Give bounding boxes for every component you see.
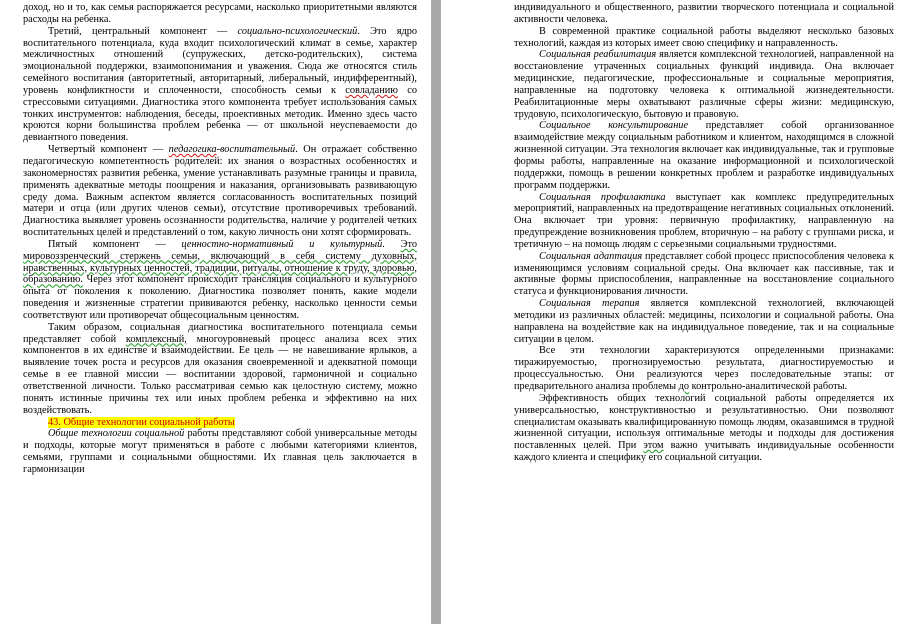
- text-run: комплексный,: [125, 333, 187, 345]
- text-run: до: [678, 381, 690, 392]
- text-run: Социальное консультирование: [539, 120, 689, 132]
- paragraph: [514, 49, 894, 120]
- paragraph: [514, 2, 894, 26]
- text-run: Таким образом, социальная диагностика воспитательного потенциала семьи представляет собой: [23, 321, 417, 345]
- paragraph: [514, 120, 894, 191]
- right-page: [441, 0, 909, 624]
- paragraph: [23, 428, 417, 475]
- section-heading: [23, 417, 417, 429]
- text-run: Социальная терапия: [539, 298, 640, 310]
- page-divider: [431, 0, 441, 624]
- text-run: В современной практике социальной работы выделяют несколько базовых технологий, каждая из которых имеет свою специфику и направленность.: [514, 25, 894, 49]
- text-run: педагогика: [168, 144, 217, 156]
- paragraph: [23, 144, 417, 239]
- text-run: Третий, центральный компонент —: [48, 25, 238, 37]
- text-run: . Это ядро воспитательного потенциала, куда входит психологический климат в семье, характер межличностных отношений (супружеских, детско-родительских), система эмоциональной поддержки, взаимопонимания и уважения. Сюда же относятся стиль семейного воспитания (авторитетный, авторитарный, либеральный, индифферентный), уровень конфликтности и сплоченности, способность семьи к: [23, 25, 417, 96]
- paragraph: [514, 251, 894, 298]
- text-run: Социальная профилактика: [539, 191, 666, 203]
- text-run: индивидуального и общественного, развитии творческого потенциала и социальной активности человека.: [514, 2, 894, 25]
- text-run: Социальная адаптация: [539, 250, 643, 262]
- text-run: . Он отражает собственно педагогическую компетентность родителей: их знания о возрастных особенностях и закономерностях развития ребенка, умение устанавливать разумные границы и правила, применять адекватные методы поощрения и наказания, организовывать развивающую среду дома. Важным аспектом является согласованность воспитательных позиций матери и отца (или других членов семьи), отсутствие противоречивых требований. Диагностика выявляет уровень осознанности родительства, наличие у родителей четких воспитательных целей и представлений о том, какую личность они хотят сформировать.: [23, 144, 417, 239]
- left-page: [0, 0, 431, 624]
- text-run: представляет собой процесс приспособления человека к изменяющимся условиям социальной среды. Она включает как пассивные, так и активные формы приспособления, направленные на восстановление социального статуса и функционирования личности.: [514, 250, 894, 298]
- text-run: является комплексной технологией, включающей методики из различных областей: медицины, психологии и социальной работы. Она направлена на воздействие как на индивидуальное поведение, так и на социальные ситуации в целом.: [514, 298, 894, 345]
- text-run: важно учитывать индивидуальные особенности каждого клиента и специфику его социальной ситуации.: [514, 440, 894, 464]
- text-run: выступает как комплекс предупредительных мероприятий, направленных на предотвращение негативных социальных отклонений. Она включает три уровня: первичную профилактику, направленную на предупреждение возникновения проблем, вторичную – на работу с группами риска, и третичную – на помощь людям с серьезными социальными трудностями.: [514, 191, 894, 250]
- text-run: контрольно-аналитической работы.: [689, 381, 848, 392]
- text-run: Это мировоззренческий стержень семьи, включающий в себя систему духовных, нравственных, культурных ценностей, традиции, ритуалы, отношение к труду, здоровью, образованию.: [23, 238, 417, 286]
- text-run: со стрессовыми ситуациями. Диагностика этого компонента требует использования самых тонких инструментов: наблюдения, беседы, проективных методик. Именно здесь часто кроются корни большинства проблем ребенка — от школьной неуспеваемости до девиантного поведения.: [23, 84, 417, 144]
- text-run: ценностно-нормативный и культурный: [181, 238, 383, 250]
- text-run: Эффективность общих технологий социальной работы определяется их универсальностью, конструктивностью и результативностью. Они позволяют специалистам оказывать квалифицированную помощь людям, оказавшимся в трудной жизненной ситуации, используя оптимальные методы и подходы для достижения поставленных целей. При: [514, 392, 894, 452]
- text-run: -воспитательный: [216, 144, 296, 156]
- text-run: Пятый компонент —: [48, 238, 182, 250]
- text-run: Все эти технологии характеризуются определенными признаками: тиражируемостью, прогнозируемостью результата, диагностируемостью и процессуальностью. Они реализуются через последовательные этапы: от предварительного анализа проблемы: [514, 345, 894, 392]
- paragraph: [23, 322, 417, 417]
- text-run: работы представляют собой универсальные методы и подходы, которые могут применяться в работе с любыми категориями клиентов, семьями, группами и социальными общностями. Их главная цель заключается в гармонизации: [23, 428, 417, 475]
- text-run: многоуровневый процесс анализа всех этих компонентов в их единстве и взаимодействии. Ее цель — не навешивание ярлыков, а выявление точек роста и ресурсов для оказания своевременной и адекватной помощи семье в ее главной миссии — воспитании здоровой, гармоничной и социально ответственной личности. Только рассматривая семью как целостную систему, можно понять истинные причины тех или иных проблем ребенка и эффективно на них воздействовать.: [23, 333, 417, 416]
- text-run: совладанию: [345, 84, 398, 96]
- text-run: этом: [643, 440, 664, 452]
- paragraph: [514, 192, 894, 251]
- paragraph: [514, 26, 894, 50]
- paragraph: [514, 345, 894, 392]
- paragraph: [514, 298, 894, 345]
- text-run: социально-психологический: [237, 25, 358, 37]
- paragraph: [23, 26, 417, 144]
- text-run: Социальная реабилитация: [539, 49, 657, 61]
- text-run: .: [382, 238, 401, 250]
- paragraph: [23, 2, 417, 26]
- text-run: Через этот компонент происходит трансляция социального и культурного опыта от поколения к поколению. Диагностика позволяет понять, какие модели поведения и жизненные стратегии прививаются ребенку, насколько ценности семьи соответствуют или противоречат общесоциальным ценностям.: [23, 274, 417, 321]
- paragraph: [514, 393, 894, 464]
- text-run: является комплексной технологией, направленной на восстановление утраченных социальных функций индивида. Она включает медицинские, педагогические, профессиональные и социальные мероприятия, направленные на подготовку человека к оптимальной жизнедеятельности. Реабилитационные меры охватывают различные сферы жизни: медицинскую, трудовую, психологическую, бытовую и правовую.: [514, 49, 894, 120]
- text-run: представляет собой организованное взаимодействие между социальным работником и клиентом, находящимся в сложной жизненной ситуации. Эта технология включает как индивидуальные, так и групповые формы работы, направленные на оказание информационной и психологической поддержки, помощь в решении конкретных проблем и разработке индивидуальных программ поддержки.: [514, 120, 894, 191]
- text-run: доход, но и то, как семья распоряжается ресурсами, насколько приоритетными являются расходы на ребенка.: [23, 2, 417, 25]
- text-run: Общие технологии социальной: [48, 428, 185, 440]
- text-run: 43. Общие технологии социальной работы: [48, 416, 235, 428]
- text-run: Четвертый компонент —: [48, 144, 169, 156]
- paragraph: [23, 239, 417, 322]
